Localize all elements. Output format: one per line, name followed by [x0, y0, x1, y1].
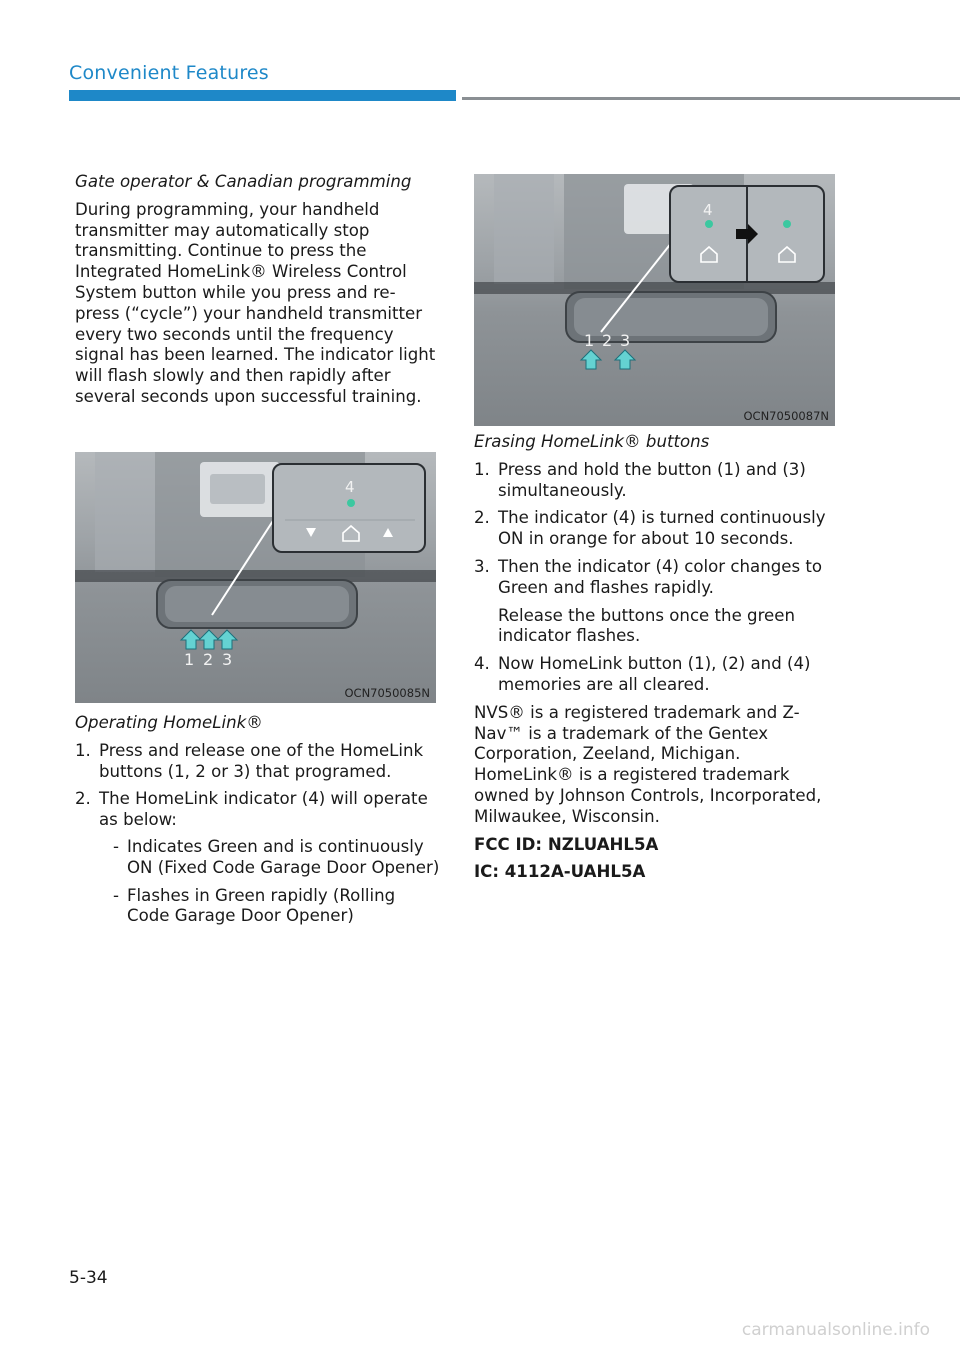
step-number: 2.: [474, 508, 490, 528]
step-text: Now HomeLink button (1), (2) and (4) memories are all cleared.: [498, 654, 811, 694]
figure1-label-2: 2: [203, 650, 214, 669]
erasing-steps: [474, 460, 839, 696]
figure1-label-3: 3: [222, 650, 233, 669]
step-text: The HomeLink indicator (4) will operate as below:: [99, 789, 428, 830]
operating-section: [75, 713, 440, 934]
figure1-code: OCN7050085N: [344, 686, 430, 700]
dash-text: Flashes in Green rapidly (Rolling Code Garage Door Opener): [127, 885, 396, 926]
programming-paragraph: During programming, your handheld transmitter may automatically stop transmitting. Continue to press the Integrated HomeLink® Wireless Control System button while you press and re-press (“cycle”) your handheld transmitter every two seconds until the frequency signal has been learned. The indicator light will flash slowly and then rapidly after several seconds upon successful training.: [75, 199, 436, 406]
dash-mark: -: [113, 885, 119, 905]
list-item: [474, 508, 839, 550]
page-number: 5-34: [69, 1268, 108, 1288]
figure2-label-2: 2: [602, 331, 613, 350]
figure2-label-3: 3: [620, 331, 631, 350]
figure2-label-1: 1: [584, 331, 595, 350]
dash-mark: -: [113, 836, 119, 856]
figure-homelink-erase: [474, 174, 835, 426]
step-number: 3.: [474, 556, 490, 576]
step-number: 2.: [75, 789, 91, 809]
list-item: [474, 460, 839, 502]
gate-operator-subheading: Gate operator & Canadian programming: [75, 172, 412, 191]
step-number: 1.: [474, 459, 490, 479]
dash-text: Indicates Green and is continuously ON (Fixed Code Garage Door Opener): [127, 836, 440, 877]
dash-item: [113, 837, 440, 879]
step-text: Then the indicator (4) color changes to Green and flashes rapidly.: [498, 556, 823, 597]
list-item: [474, 557, 839, 647]
step-note: Release the buttons once the green indicator flashes.: [498, 605, 795, 646]
operating-heading: Operating HomeLink®: [75, 713, 263, 732]
mirror-erase-illustration: [474, 174, 835, 426]
figure-homelink-mirror: [75, 452, 436, 703]
ic-id: IC: 4112A-UAHL5A: [474, 862, 646, 882]
step-number: 4.: [474, 654, 490, 674]
header-rule: [462, 97, 960, 100]
list-item: [75, 741, 440, 783]
operating-steps: [75, 741, 440, 927]
list-item: [474, 654, 839, 696]
fcc-id: FCC ID: NZLUAHL5A: [474, 834, 659, 854]
figure2-label-4: 4: [703, 201, 713, 219]
dash-item: [113, 886, 440, 928]
right-column: [474, 432, 839, 890]
watermark: carmanualsonline.info: [741, 1320, 930, 1340]
list-item: [75, 789, 440, 927]
step-text: Press and release one of the HomeLink buttons (1, 2 or 3) that programed.: [99, 740, 424, 781]
erasing-heading: Erasing HomeLink® buttons: [474, 432, 710, 451]
step-text: The indicator (4) is turned continuously ON in orange for about 10 seconds.: [498, 508, 826, 549]
section-title: Convenient Features: [69, 62, 269, 84]
header-rule-accent: [69, 90, 456, 101]
figure1-label-4: 4: [345, 478, 355, 496]
step-number: 1.: [75, 740, 91, 760]
left-column: [75, 172, 440, 415]
trademark-paragraph: NVS® is a registered trademark and Z-Nav™ is a trademark of the Gentex Corporation, Zeeland, Michigan. HomeLink® is a registered trademark owned by Johnson Controls, Incorporated, Milwaukee, Wisconsin.: [474, 702, 822, 826]
figure1-label-1: 1: [184, 650, 195, 669]
step-text: Press and hold the button (1) and (3) simultaneously.: [498, 459, 806, 500]
mirror-illustration: [75, 452, 436, 703]
figure2-code: OCN7050087N: [743, 409, 829, 423]
